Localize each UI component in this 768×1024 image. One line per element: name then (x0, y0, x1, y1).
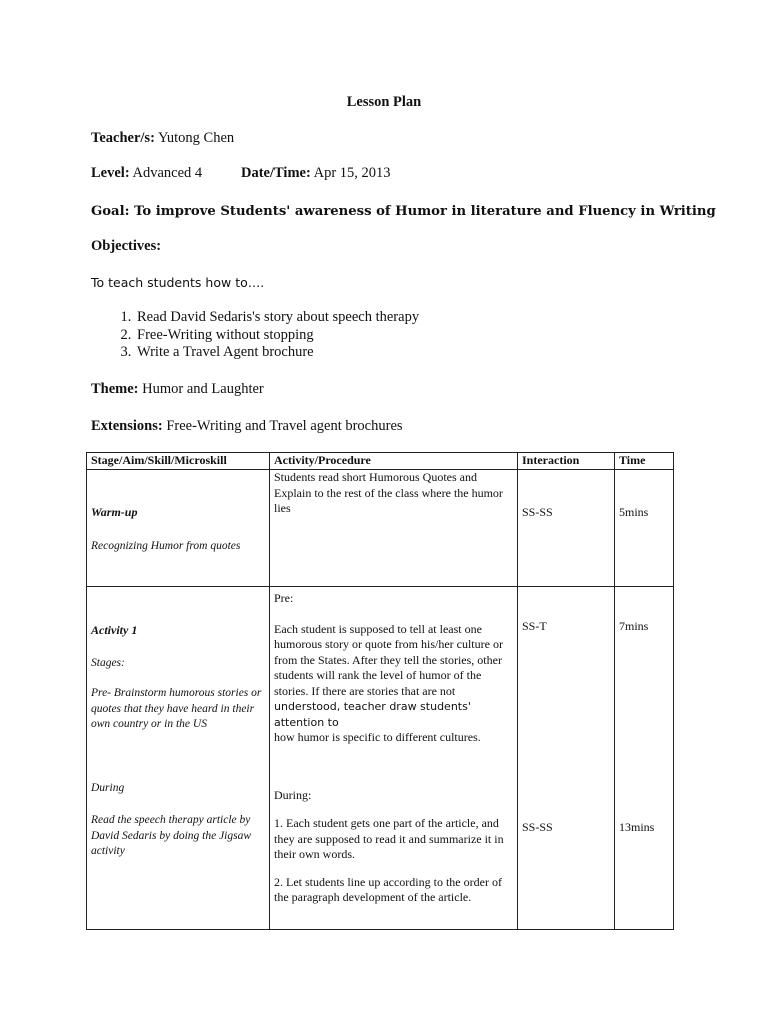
extensions-line (91, 418, 403, 435)
header-interaction: Interaction (518, 453, 615, 470)
interaction-during: SS-SS (522, 819, 553, 834)
row1-activity-cell: Students read short Humorous Quotes and Explain to the rest of the class where the humor lies (270, 470, 518, 587)
objectives-list (117, 309, 419, 362)
objectives-intro: To teach students how to…. (91, 275, 265, 290)
time-pre: 7mins (619, 619, 649, 633)
table-header-row (87, 453, 674, 470)
goal-value: To improve Students' awareness of Humor in literature and Fluency in Writing (134, 204, 716, 219)
during-stage-text: Read the speech therapy article by David Sedaris by doing the Jigsaw activity (91, 814, 252, 857)
header-time: Time (615, 453, 674, 470)
objective-item: 1. Read David Sedaris's story about speech therapy (135, 309, 419, 327)
datetime-value: Apr 15, 2013 (313, 165, 391, 181)
activity1-title: Activity 1 (91, 623, 138, 637)
pre-text-emphasis: understood, teacher draw students' attention to (274, 700, 471, 729)
extensions-value: Free-Writing and Travel agent brochures (166, 418, 403, 434)
teacher-value: Yutong Chen (158, 130, 235, 146)
theme-line (91, 381, 264, 398)
row1-stage-cell (87, 470, 270, 587)
row2-stage-cell (87, 587, 270, 930)
teacher-line (91, 130, 234, 147)
row2-interaction-cell (518, 587, 615, 930)
header-stage: Stage/Aim/Skill/Microskill (87, 453, 270, 470)
row2-time-cell (615, 587, 674, 930)
level-value: Advanced 4 (132, 165, 203, 181)
datetime-line (241, 165, 391, 182)
theme-value: Humor and Laughter (142, 381, 264, 397)
during-step-1: 1. Each student gets one part of the article, and they are supposed to read it and summarize it in their own words. (274, 816, 504, 861)
table-row (87, 470, 674, 587)
datetime-label: Date/Time: (241, 165, 311, 181)
during-step-2: 2. Let students line up according to the order of the paragraph development of the article. (274, 874, 502, 904)
teacher-label: Teacher/s: (91, 130, 155, 146)
stages-label: Stages: (91, 656, 125, 669)
warmup-subtitle: Recognizing Humor from quotes (91, 539, 241, 552)
level-label: Level: (91, 165, 130, 181)
time-during: 13mins (619, 819, 655, 834)
row1-interaction-cell: SS-SS (518, 470, 615, 587)
lesson-plan-table (86, 452, 674, 930)
header-activity: Activity/Procedure (270, 453, 518, 470)
pre-stage-text: Pre- Brainstorm humorous stories or quotes that they have heard in their own country or in the US (91, 687, 262, 730)
during-label: During: (274, 787, 312, 802)
interaction-pre: SS-T (522, 619, 547, 633)
table-row (87, 587, 674, 930)
level-line (91, 165, 202, 182)
pre-text: Each student is supposed to tell at least one humorous story or quote from his/her culture or from the States. After they tell the stories, other students will rank the level of humor of the stories. If there are stories that are not (274, 621, 503, 698)
row1-time-cell: 5mins (615, 470, 674, 587)
warmup-title: Warm-up (91, 505, 138, 519)
goal-line (91, 203, 716, 220)
objective-item: 3. Write a Travel Agent brochure (135, 344, 419, 362)
objectives-heading: Objectives: (91, 238, 162, 254)
theme-label: Theme: (91, 381, 139, 397)
row2-activity-cell (270, 587, 518, 930)
goal-label: Goal: (91, 204, 130, 219)
page-title: Lesson Plan (346, 94, 422, 110)
during-stage-label: During (91, 781, 125, 794)
pre-text-end: how humor is specific to different cultures. (274, 730, 481, 744)
objective-item: 2. Free-Writing without stopping (135, 327, 419, 345)
pre-label: Pre: (274, 591, 294, 605)
extensions-label: Extensions: (91, 418, 163, 434)
